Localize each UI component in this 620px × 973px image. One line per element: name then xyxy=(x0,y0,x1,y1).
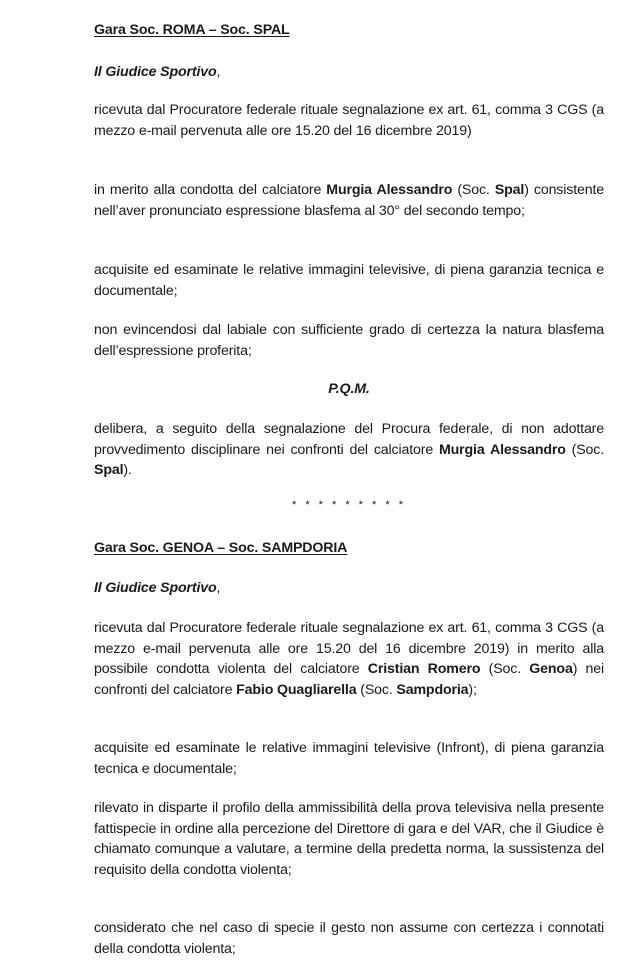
section2-paragraph-4: considerato che nel caso di specie il gesto non assume con certezza i connotati della condotta violenta; xyxy=(94,920,604,957)
section1-paragraph-3: acquisite ed esaminate le relative immagini televisive, di piena garanzia tecnica e documentale; xyxy=(94,262,604,299)
section1-p5-player: Murgia Alessandro xyxy=(438,441,566,458)
section1-p5-text-a: delibera, a seguito della segnalazione del Procura federale, di non adottare provvedimento disciplinare nei confronti del calciatore xyxy=(94,421,604,458)
section-separator: * * * * * * * * * xyxy=(292,499,406,511)
section2-judge-heading xyxy=(94,578,604,599)
section1-p2-player: Murgia Alessandro xyxy=(326,182,453,198)
section2-judge-label: Il Giudice Sportivo xyxy=(94,580,217,596)
section1-paragraph-4: non evincendosi dal labiale con sufficiente grado di certezza la natura blasfema dell’espressione proferita; xyxy=(94,322,604,359)
section2-p1-team-2: Sampdoria xyxy=(396,681,469,698)
section2-judge-suffix: , xyxy=(216,580,221,596)
section1-judge-heading xyxy=(94,62,604,83)
section2-paragraph-1 xyxy=(94,618,604,700)
section1-judge-label: Il Giudice Sportivo xyxy=(94,64,217,80)
section2-p1-text-d: (Soc. xyxy=(356,681,397,698)
section1-title: Gara Soc. ROMA – Soc. SPAL xyxy=(94,22,290,38)
section2-p1-team-1: Genoa xyxy=(529,661,573,677)
section2-title: Gara Soc. GENOA – Soc. SAMPDORIA xyxy=(94,540,348,556)
section2-p1-player-1: Cristian Romero xyxy=(367,661,481,677)
section2-p1-text-b: (Soc. xyxy=(480,661,530,677)
section1-paragraph-5 xyxy=(94,419,604,481)
section1-p2-text-c: ) consistente nell’aver pronunciato espressione blasfema al 30° del secondo tempo; xyxy=(94,182,604,219)
section1-pqm: P.Q.M. xyxy=(328,381,370,397)
section1-paragraph-2 xyxy=(94,180,604,221)
section1-p2-text-b: (Soc. xyxy=(452,182,495,198)
section2-paragraph-2: acquisite ed esaminate le relative immagini televisive (Infront), di piena garanzia tecnica e documentale; xyxy=(94,740,604,777)
section2-p1-text-a: ricevuta dal Procuratore federale rituale segnalazione ex art. 61, comma 3 CGS (a mezzo e-mail pervenuta alle ore 15.20 del 16 dicembre 2019) in merito alla possibile condotta violenta del calciatore xyxy=(94,620,604,677)
section1-judge-suffix: , xyxy=(216,64,221,80)
section1-paragraph-1: ricevuta dal Procuratore federale rituale segnalazione ex art. 61, comma 3 CGS (a mezzo e-mail pervenuta alle ore 15.20 del 16 dicembre 2019) xyxy=(94,102,604,139)
section1-p5-team: Spal xyxy=(94,462,124,478)
section2-p1-text-e: ); xyxy=(468,681,477,698)
section1-p2-team: Spal xyxy=(494,182,525,198)
section1-p2-text-a: in merito alla condotta del calciatore xyxy=(94,182,327,198)
section2-paragraph-3: rilevato in disparte il profilo della ammissibilità della prova televisiva nella presente fattispecie in ordine alla percezione del Direttore di gara e del VAR, che il Giudice è chiamato comunque a valutare, a termine della predetta norma, la sussistenza del requisito della condotta violenta; xyxy=(94,800,604,878)
section2-p1-text-c: ) nei confronti del calciatore xyxy=(94,661,605,698)
section2-p1-player-2: Fabio Quagliarella xyxy=(236,681,357,698)
section1-p5-text-b: (Soc. xyxy=(565,441,605,458)
section1-p5-text-c: ). xyxy=(123,462,132,478)
